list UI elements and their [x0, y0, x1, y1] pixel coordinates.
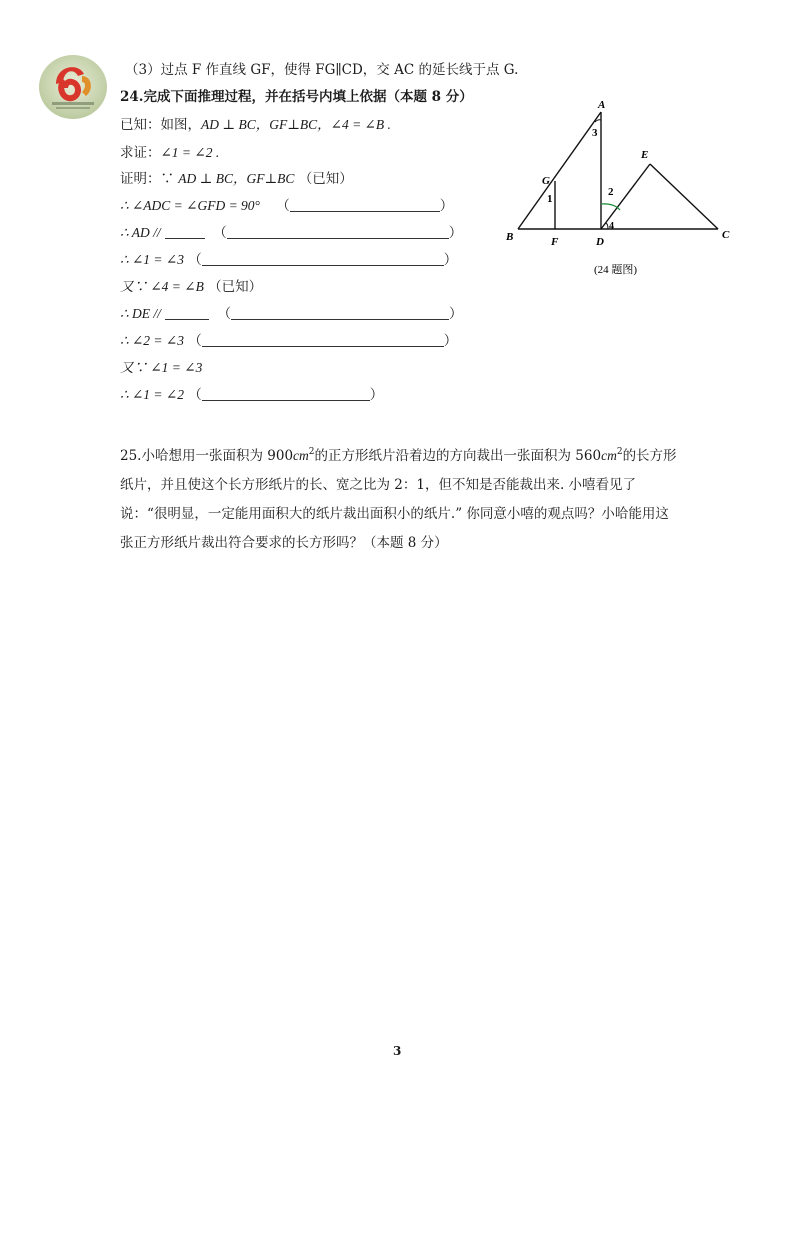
proof-reason: （已知）	[298, 171, 353, 187]
step-4-text: 又∵ ∠4 = ∠B	[120, 279, 204, 294]
step-8-text: ∴ ∠1 = ∠2	[120, 387, 184, 402]
proof-label: 证明：∵	[120, 171, 179, 187]
prove-label: 求证：	[120, 145, 161, 161]
step-5-text: ∴ DE //	[120, 306, 161, 321]
given-math: AD ⊥ BC，GF⊥BC，∠4 = ∠B .	[201, 117, 391, 132]
step-3-text: ∴ ∠1 = ∠3	[120, 252, 184, 267]
prove-line	[120, 144, 219, 162]
angle-2-arc	[601, 204, 620, 210]
paren-open: （	[217, 306, 231, 322]
proof-step-4	[120, 278, 262, 296]
q25-part3: 的长方形纸片，并且使这个长方形纸片的长、宽之比为 2：1，但不知是否能裁出来. 小嘻看见了说：“很明显，一定能用面积大的纸片裁出面积小的纸片.” 你同意小嘻的观点吗？小哈能用这张正方形纸片裁出符合要求的长方形吗？（本题 8 分）	[120, 448, 677, 551]
proof-step-1	[120, 197, 453, 215]
label-b: B	[506, 231, 514, 243]
proof-math: AD ⊥ BC，GF⊥BC	[178, 171, 295, 186]
label-f: F	[551, 236, 559, 248]
geometry-figure	[500, 96, 740, 286]
step-2-text: ∴ AD //	[120, 225, 161, 240]
segment-ab	[518, 112, 601, 229]
label-e: E	[641, 149, 649, 161]
answer-blank-8[interactable]	[202, 387, 370, 401]
paren-open: （	[213, 225, 227, 241]
q25-part1: 25.小哈想用一张面积为 900	[120, 448, 294, 464]
page-number: 3	[393, 1044, 402, 1058]
label-a: A	[598, 99, 606, 111]
answer-blank-5[interactable]	[231, 306, 449, 320]
answer-blank-3[interactable]	[202, 252, 444, 266]
proof-step-8	[120, 386, 383, 404]
proof-step-2	[120, 224, 462, 242]
figure-caption: (24 题图)	[594, 264, 638, 276]
label-g: G	[542, 175, 550, 187]
step3-text: （3）过点 F 作直线 GF，使得 FG∥CD，交 AC 的延长线于点 G.	[125, 62, 519, 78]
answer-blank-6[interactable]	[202, 333, 444, 347]
given-line	[120, 116, 391, 134]
given-label: 已知：如图，	[120, 117, 201, 133]
paren-open: （	[188, 333, 202, 349]
proof-line	[120, 170, 353, 188]
q25-part2: 的正方形纸片沿着边的方向裁出一张面积为 560	[314, 448, 602, 464]
step-6-text: ∴ ∠2 = ∠3	[120, 333, 184, 348]
paren-close: ）	[369, 387, 384, 403]
q24-title: 24.完成下面推理过程，并在括号内填上依据（本题 8 分）	[120, 89, 473, 105]
q25-unit-2: cm	[601, 448, 617, 463]
answer-blank-parallel-2[interactable]	[165, 306, 209, 320]
paren-open: （	[276, 198, 290, 214]
label-angle-3: 3	[592, 127, 598, 139]
q25-exponent-2: 2	[616, 447, 623, 457]
paren-close: ）	[448, 225, 463, 241]
label-angle-1: 1	[547, 193, 553, 205]
answer-blank-parallel-1[interactable]	[165, 225, 205, 239]
paren-close: ）	[448, 306, 463, 322]
answer-blank-2[interactable]	[227, 225, 449, 239]
proof-step-7	[120, 359, 202, 377]
step-7-text: 又∵ ∠1 = ∠3	[120, 360, 203, 375]
proof-step-5	[120, 305, 462, 323]
step-4-reason: （已知）	[208, 279, 263, 295]
paren-open: （	[188, 387, 202, 403]
q25-paragraph	[120, 438, 680, 558]
label-angle-2: 2	[608, 186, 614, 198]
step-1-text: ∴ ∠ADC = ∠GFD = 90°	[120, 198, 260, 213]
segment-ec	[650, 164, 718, 229]
paren-close: ）	[443, 252, 458, 268]
paren-close: ）	[439, 198, 454, 214]
q25-exponent-1: 2	[308, 447, 315, 457]
q25-unit-1: cm	[293, 448, 309, 463]
label-d: D	[596, 236, 604, 248]
paren-close: ）	[443, 333, 458, 349]
answer-blank-1[interactable]	[290, 198, 440, 212]
label-c: C	[722, 229, 730, 241]
prove-math: ∠1 = ∠2 .	[160, 145, 220, 160]
proof-step-3	[120, 251, 457, 269]
label-angle-4: 4	[609, 221, 614, 232]
proof-step-6	[120, 332, 457, 350]
paren-open: （	[188, 252, 202, 268]
school-logo	[38, 54, 108, 120]
